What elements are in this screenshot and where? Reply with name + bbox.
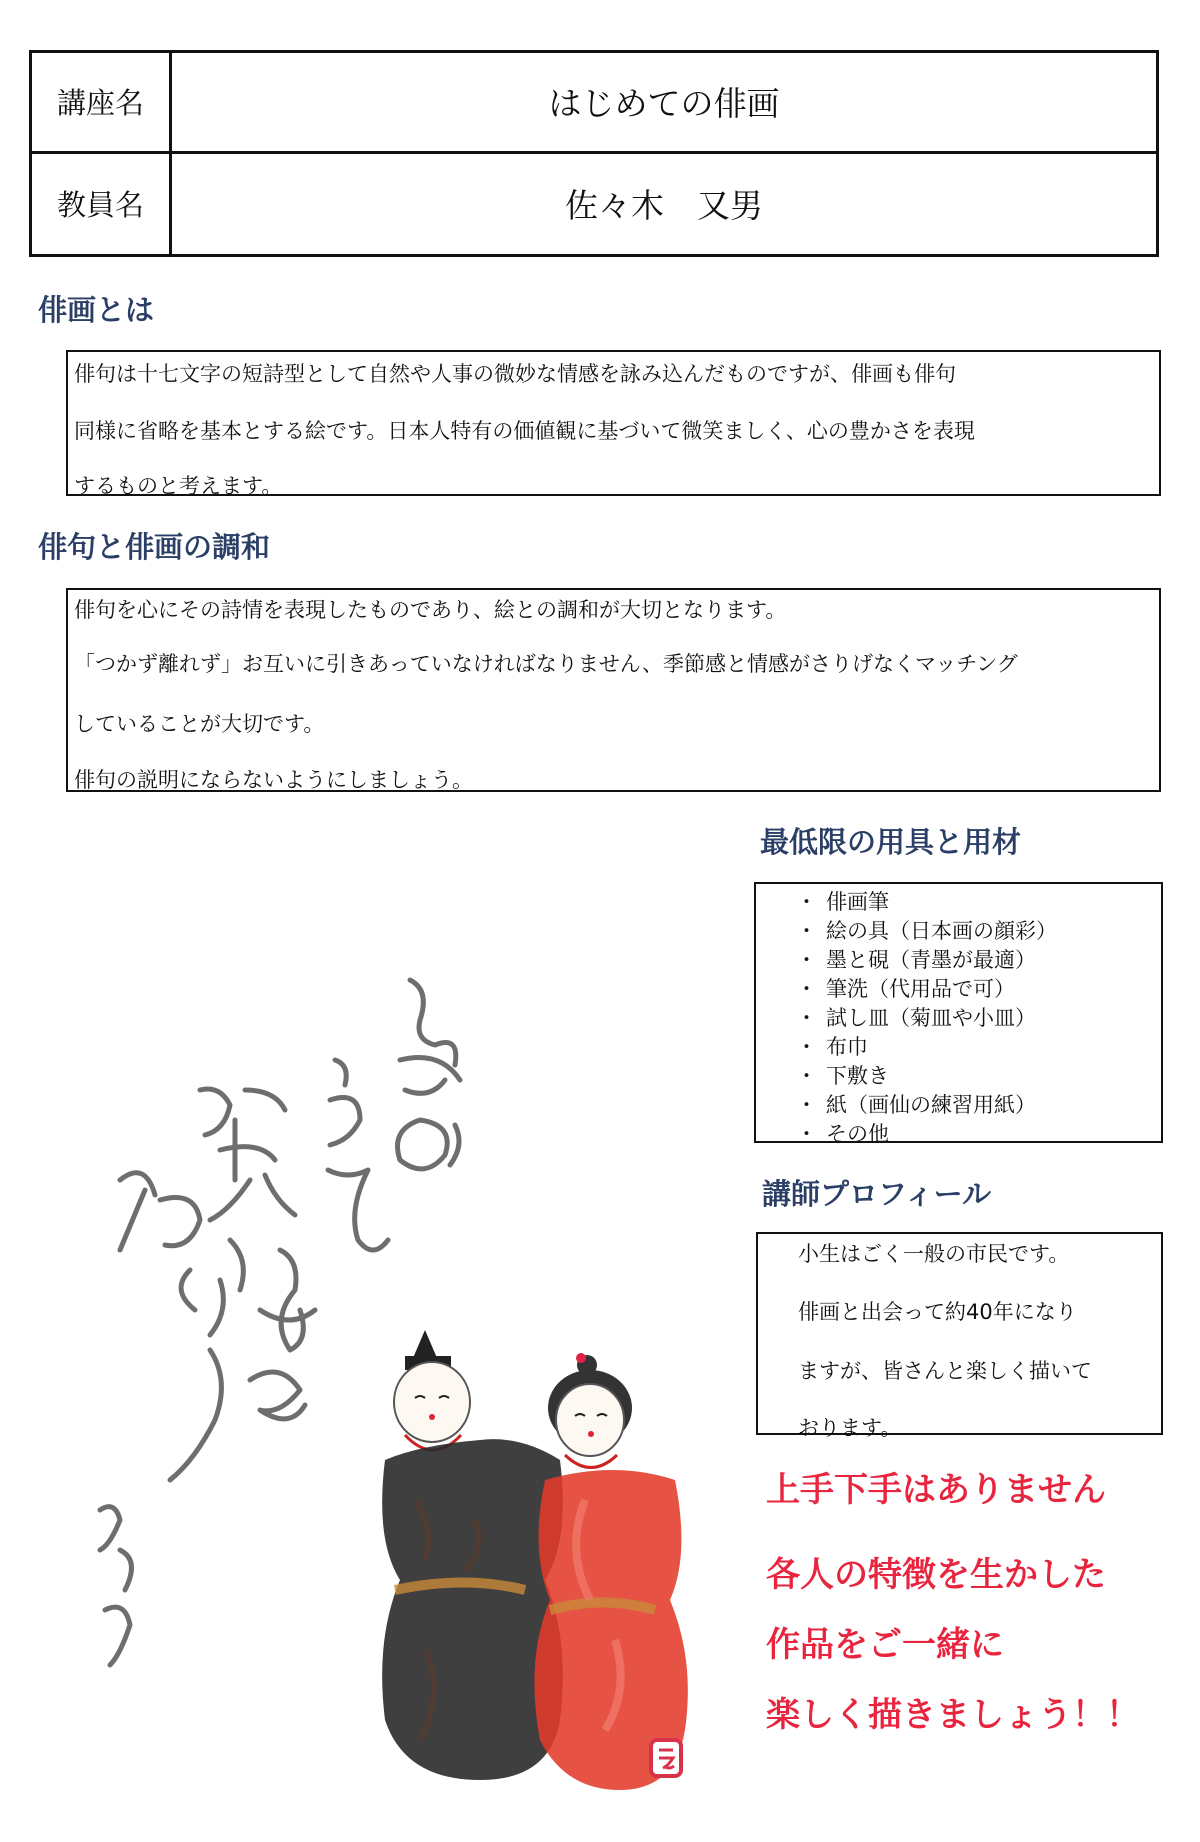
what-is-box — [66, 350, 1161, 496]
course-label: 講座名 — [32, 53, 172, 151]
list-item-text: 俳画筆 — [826, 890, 889, 914]
list-item — [796, 1118, 889, 1148]
bullet: ・ — [796, 977, 817, 1001]
header-table — [29, 50, 1159, 257]
bullet: ・ — [796, 948, 817, 972]
materials-list — [754, 882, 1163, 1146]
list-item — [796, 886, 889, 916]
list-item-text: 絵の具（日本画の顔彩） — [826, 919, 1057, 943]
list-item — [796, 1031, 868, 1061]
harmony-box — [66, 588, 1161, 792]
what-is-line: するものと考えます。 — [74, 474, 283, 498]
course-row — [32, 53, 1156, 154]
harmony-line: していることが大切です。 — [74, 712, 325, 736]
list-item — [796, 973, 1015, 1003]
bullet: ・ — [796, 1122, 817, 1146]
list-item-text: 筆洗（代用品で可） — [826, 977, 1015, 1001]
list-item-text: 墨と硯（青墨が最適） — [826, 948, 1036, 972]
bullet: ・ — [796, 1093, 817, 1117]
bullet: ・ — [796, 1035, 817, 1059]
list-item — [796, 915, 1057, 945]
artist-seal — [651, 1740, 681, 1776]
course-title: はじめての俳画 — [548, 84, 780, 124]
list-item-text: 下敷き — [826, 1064, 889, 1088]
what-is-line: 俳句は十七文字の短詩型として自然や人事の微妙な情感を詠み込んだものですが、俳画も俳句 — [74, 362, 956, 386]
harmony-line: 俳句の説明にならないようにしましょう。 — [74, 768, 473, 792]
section-title-materials: 最低限の用具と用材 — [760, 825, 1022, 859]
list-item-text: 布巾 — [826, 1035, 868, 1059]
profile-box — [756, 1232, 1163, 1440]
bullet: ・ — [796, 890, 817, 914]
what-is-line: 同様に省略を基本とする絵です。日本人特有の価値観に基づいて微笑ましく、心の豊かさを表現 — [74, 419, 975, 443]
left-doll — [382, 1330, 563, 1780]
slogan-line: 作品をご一緒に — [766, 1625, 1004, 1665]
right-doll — [534, 1353, 687, 1790]
list-item-text: その他 — [826, 1122, 889, 1146]
list-item — [796, 944, 1036, 974]
slogan-line: 上手下手はありません — [766, 1470, 1106, 1510]
harmony-line: 「つかず離れず」お互いに引きあっていなければなりません、季節感と情感がさりげなくマッチング — [74, 652, 1018, 676]
section-title-profile: 講師プロフィール — [762, 1177, 992, 1211]
bullet: ・ — [796, 919, 817, 943]
section-title-harmony: 俳句と俳画の調和 — [38, 530, 271, 564]
list-item-text: 紙（画仙の練習用紙） — [826, 1093, 1036, 1117]
hina-dolls-illustration — [355, 1320, 715, 1830]
bullet: ・ — [796, 1006, 817, 1030]
teacher-label: 教員名 — [32, 154, 172, 255]
list-item — [796, 1060, 889, 1090]
list-item — [796, 1089, 1036, 1119]
profile-line: ますが、皆さんと楽しく描いて — [798, 1359, 1092, 1383]
slogan-line: 各人の特徴を生かした — [766, 1555, 1106, 1595]
bullet: ・ — [796, 1064, 817, 1088]
list-item — [796, 1002, 1036, 1032]
profile-line: おります。 — [798, 1416, 902, 1440]
profile-line: 小生はごく一般の市民です。 — [798, 1242, 1070, 1266]
teacher-row — [32, 154, 1156, 255]
profile-line: 俳画と出会って約40年になり — [798, 1300, 1077, 1324]
slogan-line: 楽しく描きましょう！！ — [766, 1695, 1140, 1735]
harmony-line: 俳句を心にその詩情を表現したものであり、絵との調和が大切となります。 — [74, 598, 787, 622]
section-title-what-is: 俳画とは — [38, 293, 155, 327]
teacher-name: 佐々木 又男 — [565, 186, 763, 226]
list-item-text: 試し皿（菊皿や小皿） — [826, 1006, 1036, 1030]
